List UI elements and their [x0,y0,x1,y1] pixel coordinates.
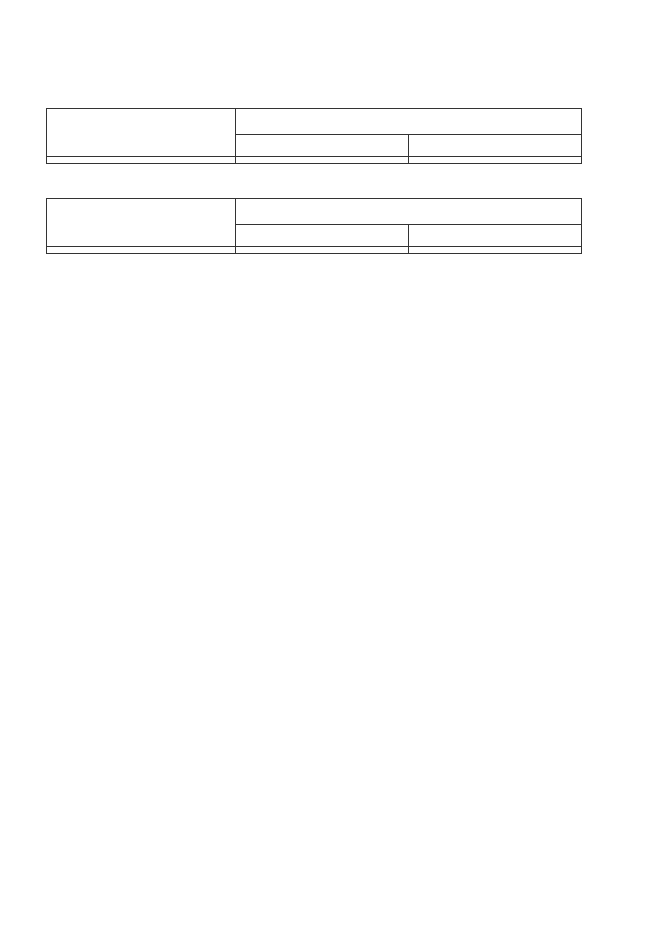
table2-header-cables [409,225,582,247]
table1-header-wires [236,135,409,157]
table1-header-cables [409,135,582,157]
table2-header-nominal-voltage [236,199,582,225]
table1-wire-values [236,157,409,164]
page-body [46,94,582,254]
table2-header-test-voltage [47,199,236,247]
table1 [46,108,582,164]
table2-cable-values [409,247,582,254]
table2-wire-values [236,247,409,254]
table2-header-wires [236,225,409,247]
table2 [46,198,582,254]
table1-cable-values [409,157,582,164]
table1-header-nominal-voltage [236,109,582,135]
table2-test-values [47,247,236,254]
table1-header-test-voltage [47,109,236,157]
table1-test-values [47,157,236,164]
